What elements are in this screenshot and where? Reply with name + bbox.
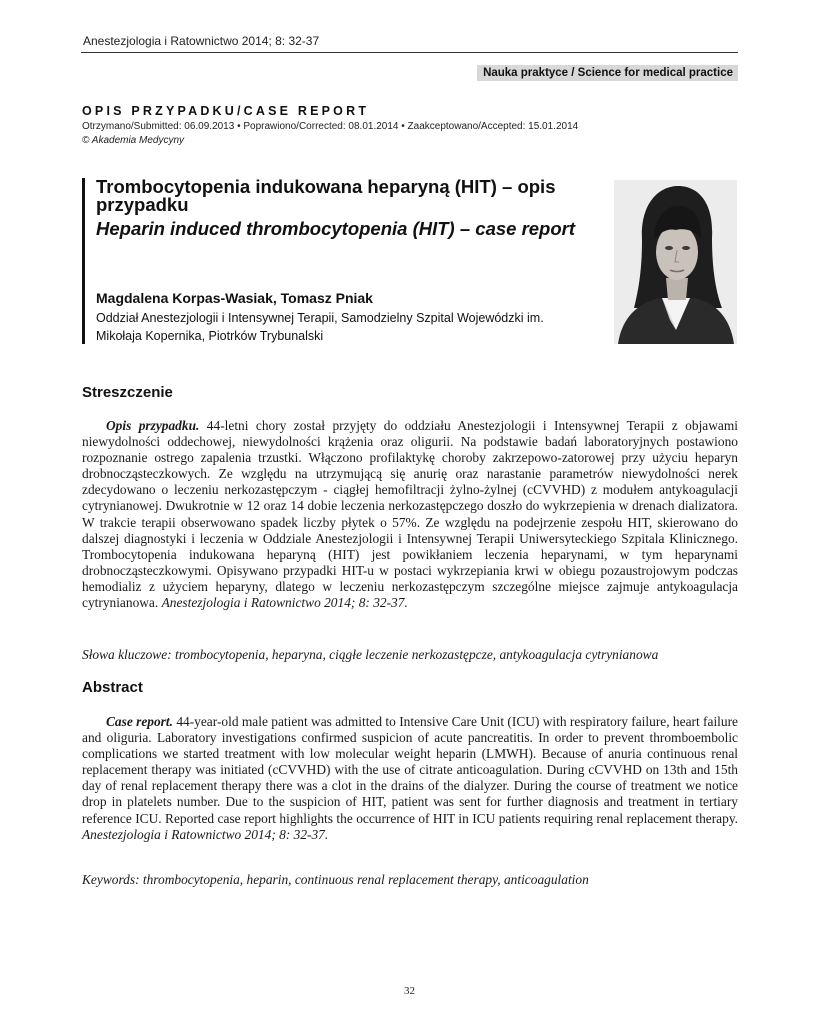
page-number: 32: [404, 985, 415, 997]
abstract-english: [82, 714, 738, 843]
authors: Magdalena Korpas-Wasiak, Tomasz Pniak: [96, 290, 373, 306]
abstract-polish: [82, 418, 738, 611]
keywords-english: Keywords: thrombocytopenia, heparin, continuous renal replacement therapy, anticoagulation: [82, 872, 589, 887]
section-tag: Nauka praktyce / Science for medical practice: [477, 65, 738, 81]
copyright: © Akademia Medycyny: [82, 135, 185, 146]
abstract-english-citation: Anestezjologia i Ratownictwo 2014; 8: 32-37.: [82, 826, 329, 842]
article-type: OPIS PRZYPADKU/CASE REPORT: [82, 104, 370, 118]
abstract-polish-lead: Opis przypadku.: [106, 418, 200, 433]
journal-header: Anestezjologia i Ratownictwo 2014; 8: 32-37: [83, 34, 320, 48]
abstract-polish-citation: Anestezjologia i Ratownictwo 2014; 8: 32-37.: [161, 595, 408, 611]
author-portrait-image: [614, 180, 737, 344]
author-photo: [614, 180, 737, 344]
abstract-polish-text: 44-letni chory został przyjęty do oddziału Anestezjologii i Intensywnej Terapii z objawami niewydolności oddechowej, niewydolności krążenia oraz oligurii. Na podstawie badań laboratoryjnych postawiono rozpoznanie ostrego zapalenia trzustki. Włączono profilaktykę choroby zakrzepowo-zatorowej przy użyciu heparyn drobnocząsteczkowych. Ze względu na utrzymującą się anurię oraz narastanie parametrów niewydolności nerek zdecydowano o leczeniu nerkozastępczym - ciągłej hemofiltracji żylno-żylnej (cCVVHD) z modułem antykoagulacji cytrynianowej. Dwukrotnie w 12 oraz 14 dobie leczenia nerkozastępczego doszło do wykrzepienia w drenach dializatora. W trakcie terapii obserwowano spadek liczby płytek o 57%. Ze względu na podejrzenie zespołu HIT, skierowano do dalszej diagnostyki i leczenia w Oddziale Anestezjologii i Intensywnej Terapii Uniwersyteckiego Szpitala Klinicznego. Trombocytopenia indukowana heparyną (HIT) jest powikłaniem leczenia heparynami, w tym heparynami drobnocząsteczkowymi. Opisywano przypadki HIT-u w postaci wykrzepiania krwi w obiegu pozaustrojowym podczas hemodializ z użyciem heparyny, dlatego w leczeniu nerkozastępczym szczególne miejsce zajmuje antykoagulacja cytrynianowa.: [82, 418, 738, 611]
title-english: Heparin induced thrombocytopenia (HIT) – case report: [96, 218, 576, 239]
affiliation: Oddział Anestezjologii i Intensywnej Terapii, Samodzielny Szpital Wojewódzki im. Mikołaja Kopernika, Piotrków Trybunalski: [96, 311, 544, 343]
heading-abstract: Abstract: [82, 679, 143, 696]
submission-dates: Otrzymano/Submitted: 06.09.2013 • Poprawiono/Corrected: 08.01.2014 • Zaakceptowano/Accepted: 15.01.2014: [82, 121, 579, 132]
header-divider: [81, 52, 738, 53]
abstract-english-text: 44-year-old male patient was admitted to Intensive Care Unit (ICU) with respiratory failure, heart failure and oliguria. Laboratory investigations confirmed suspicion of acute pancreatitis. In order to prevent thromboembolic complications we started treatment with low molecular weight heparin (LMWH). Because of anuria continuous renal replacement therapy was initiated (cCVVHD) with the use of citrate anticoagulation. During cCVVHD on 13th and 15th day of renal replacement therapy there was a clot in the drains of the dialyzer. During the course of treatment we notice drop in platelets number. Due to the suspicion of HIT, patient was sent for further diagnosis and treatment in tertiary reference ICU. Reported case report highlights the occurrence of HIT in ICU patients requiring renal replacement therapy.: [82, 714, 738, 826]
keywords-polish: Słowa kluczowe: trombocytopenia, heparyna, ciągłe leczenie nerkozastępcze, antykoagulacja cytrynianowa: [82, 647, 659, 662]
abstract-english-lead: Case report.: [106, 714, 173, 729]
title-block: [82, 178, 605, 344]
title-polish: Trombocytopenia indukowana heparyną (HIT) – opis przypadku: [96, 176, 556, 215]
heading-streszczenie: Streszczenie: [82, 384, 173, 401]
